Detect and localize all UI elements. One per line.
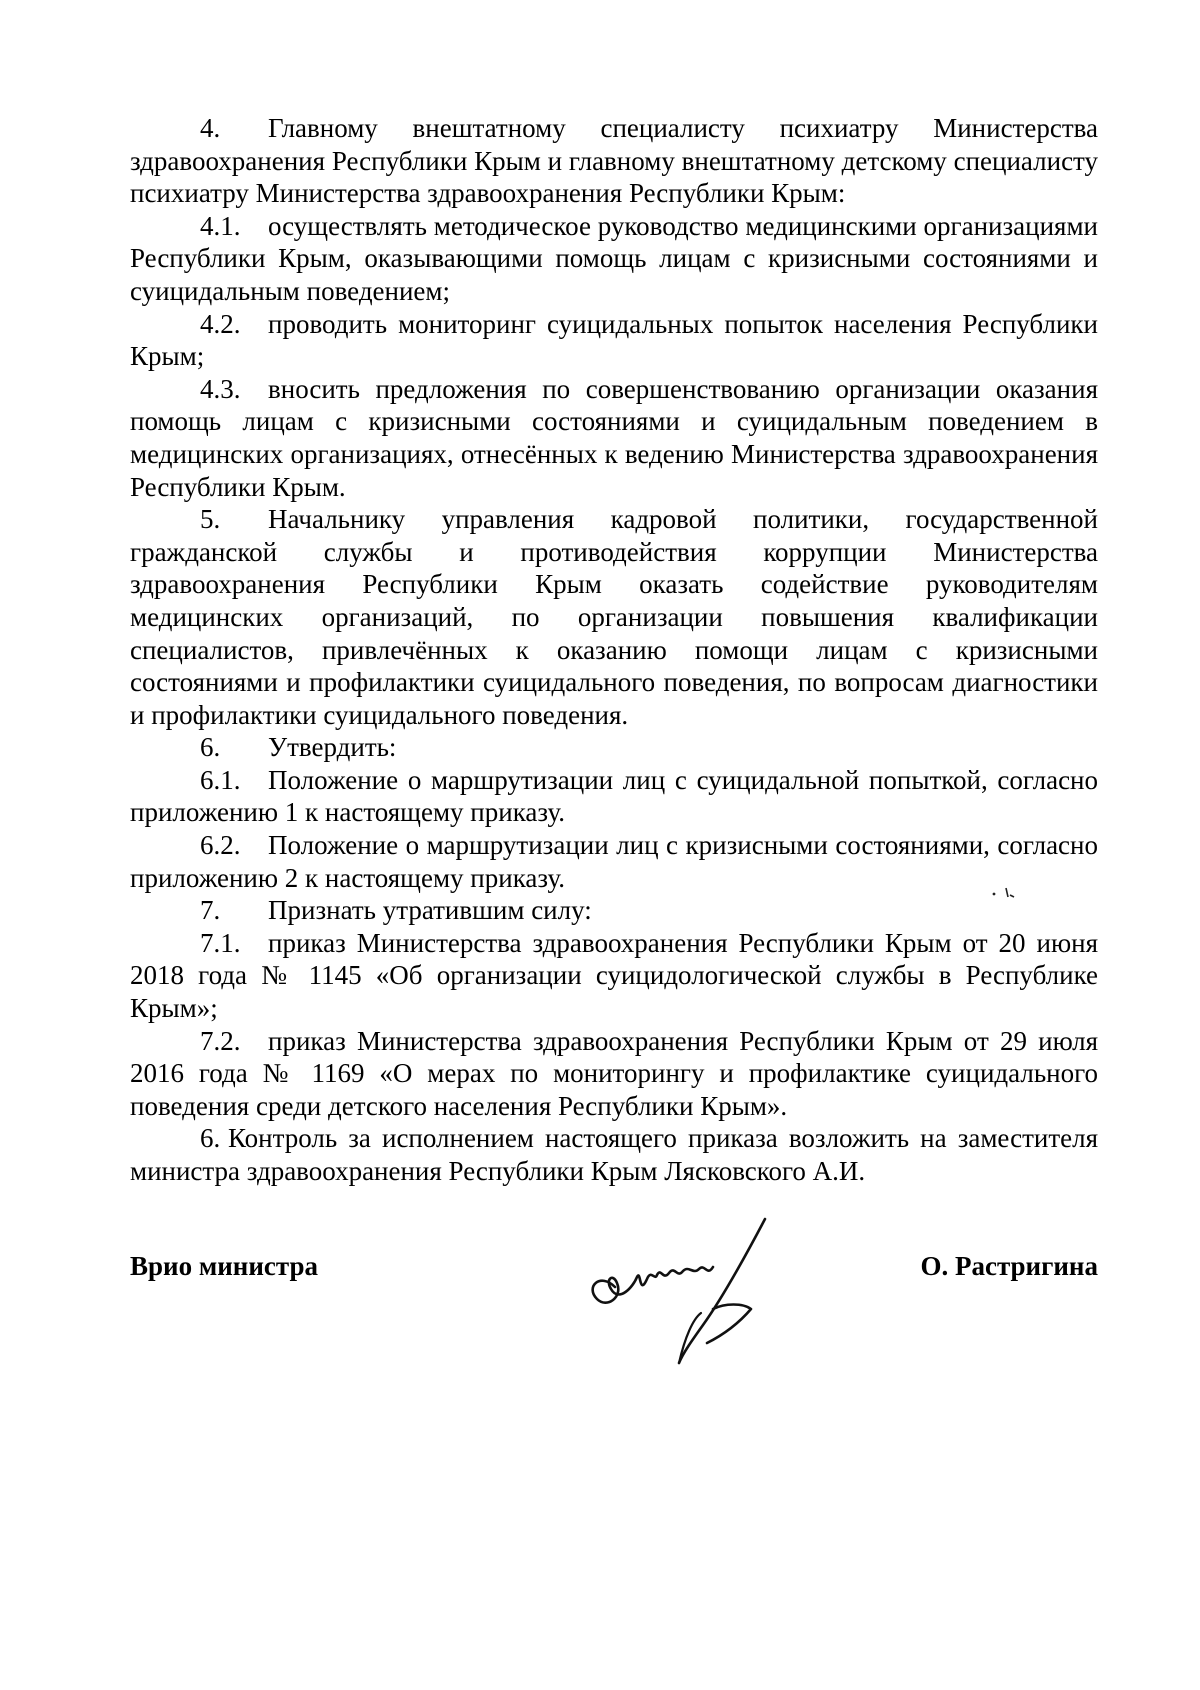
paragraph-text: осуществлять методическое руководство медицинскими организациями Республики Крым, оказывающими помощь лицам с кризисными состояниями и суицидальным поведением; xyxy=(130,210,1098,306)
paragraph-6-2 xyxy=(130,829,1098,894)
paragraph-number: 5. xyxy=(200,504,221,535)
signatory-position: Врио министра xyxy=(130,1251,318,1281)
paragraph-text: проводить мониторинг суицидальных попыток населения Республики Крым; xyxy=(130,308,1098,372)
handwritten-signature xyxy=(575,1217,775,1367)
paragraph-4-3 xyxy=(130,373,1098,503)
paragraph-text: Начальнику управления кадровой политики, государственной гражданской службы и противодействия коррупции Министерства здравоохранения Республики Крым оказать содействие руководителям медицинских организаций, по организации повышения квалификации специалистов, привлечённых к оказанию помощи лицам с кризисными состояниями и профилактики суицидального поведения, по вопросам диагностики и профилактики суицидального поведения. xyxy=(130,504,1098,730)
paragraph-control xyxy=(130,1122,1098,1187)
paragraph-text: Положение о маршрутизации лиц с кризисными состояниями, согласно приложению 2 к настоящему приказу. xyxy=(130,830,1098,893)
paragraph-number: 4. xyxy=(200,113,221,143)
paragraph-number: 6. xyxy=(200,1123,221,1154)
paragraph-number: 4.1. xyxy=(200,210,241,241)
paragraph-number: 4.2. xyxy=(200,308,241,339)
paragraph-7-2 xyxy=(130,1025,1098,1123)
paragraph-4-1 xyxy=(130,210,1098,308)
paragraph-text: Контроль за исполнением настоящего приказа возложить на заместителя министра здравоохранения Республики Крым Лясковского А.И. xyxy=(130,1123,1098,1186)
paragraph-number: 7.2. xyxy=(200,1025,241,1056)
paragraph-7 xyxy=(130,894,1098,927)
signatory-name: О. Растригина xyxy=(920,1251,1098,1281)
paragraph-text: приказ Министерства здравоохранения Республики Крым от 29 июля 2016 года № 1169 «О мерах по мониторингу и профилактике суицидального поведения среди детского населения Республики Крым». xyxy=(130,1025,1098,1121)
paragraph-4-2 xyxy=(130,308,1098,373)
signature-block xyxy=(130,1225,1098,1355)
paragraph-number: 6.2. xyxy=(200,830,241,861)
paragraph-text: Главному внештатному специалисту психиатру Министерства здравоохранения Республики Крым и главному внештатному детскому специалисту психиатру Министерства здравоохранения Республики Крым: xyxy=(130,113,1098,209)
paragraph-4 xyxy=(130,112,1098,210)
paragraph-number: 6.1. xyxy=(200,764,241,795)
paragraph-text: Признать утратившим силу: xyxy=(268,895,592,926)
paragraph-text: вносить предложения по совершенствованию организации оказания помощь лицам с кризисными состояниями и суицидальным поведением в медицинских организациях, отнесённых к ведению Министерства здравоохранения Республики Крым. xyxy=(130,373,1098,502)
paragraph-text: Положение о маршрутизации лиц с суицидальной попыткой, согласно приложению 1 к настоящему приказу. xyxy=(130,764,1098,828)
paragraph-text: приказ Министерства здравоохранения Республики Крым от 20 июня 2018 года № 1145 «Об организации суицидологической службы в Республике Крым»; xyxy=(130,927,1098,1024)
paragraph-number: 7.1. xyxy=(200,927,241,958)
paragraph-number: 7. xyxy=(200,895,221,926)
paragraph-6-1 xyxy=(130,764,1098,829)
document-body xyxy=(130,112,1098,1188)
paragraph-5 xyxy=(130,503,1098,731)
paragraph-number: 4.3. xyxy=(200,373,241,404)
paragraph-6 xyxy=(130,731,1098,764)
paragraph-number: 6. xyxy=(200,732,221,763)
scan-speck-mark xyxy=(990,885,1020,899)
paragraph-text: Утвердить: xyxy=(268,732,397,763)
paragraph-7-1 xyxy=(130,927,1098,1025)
